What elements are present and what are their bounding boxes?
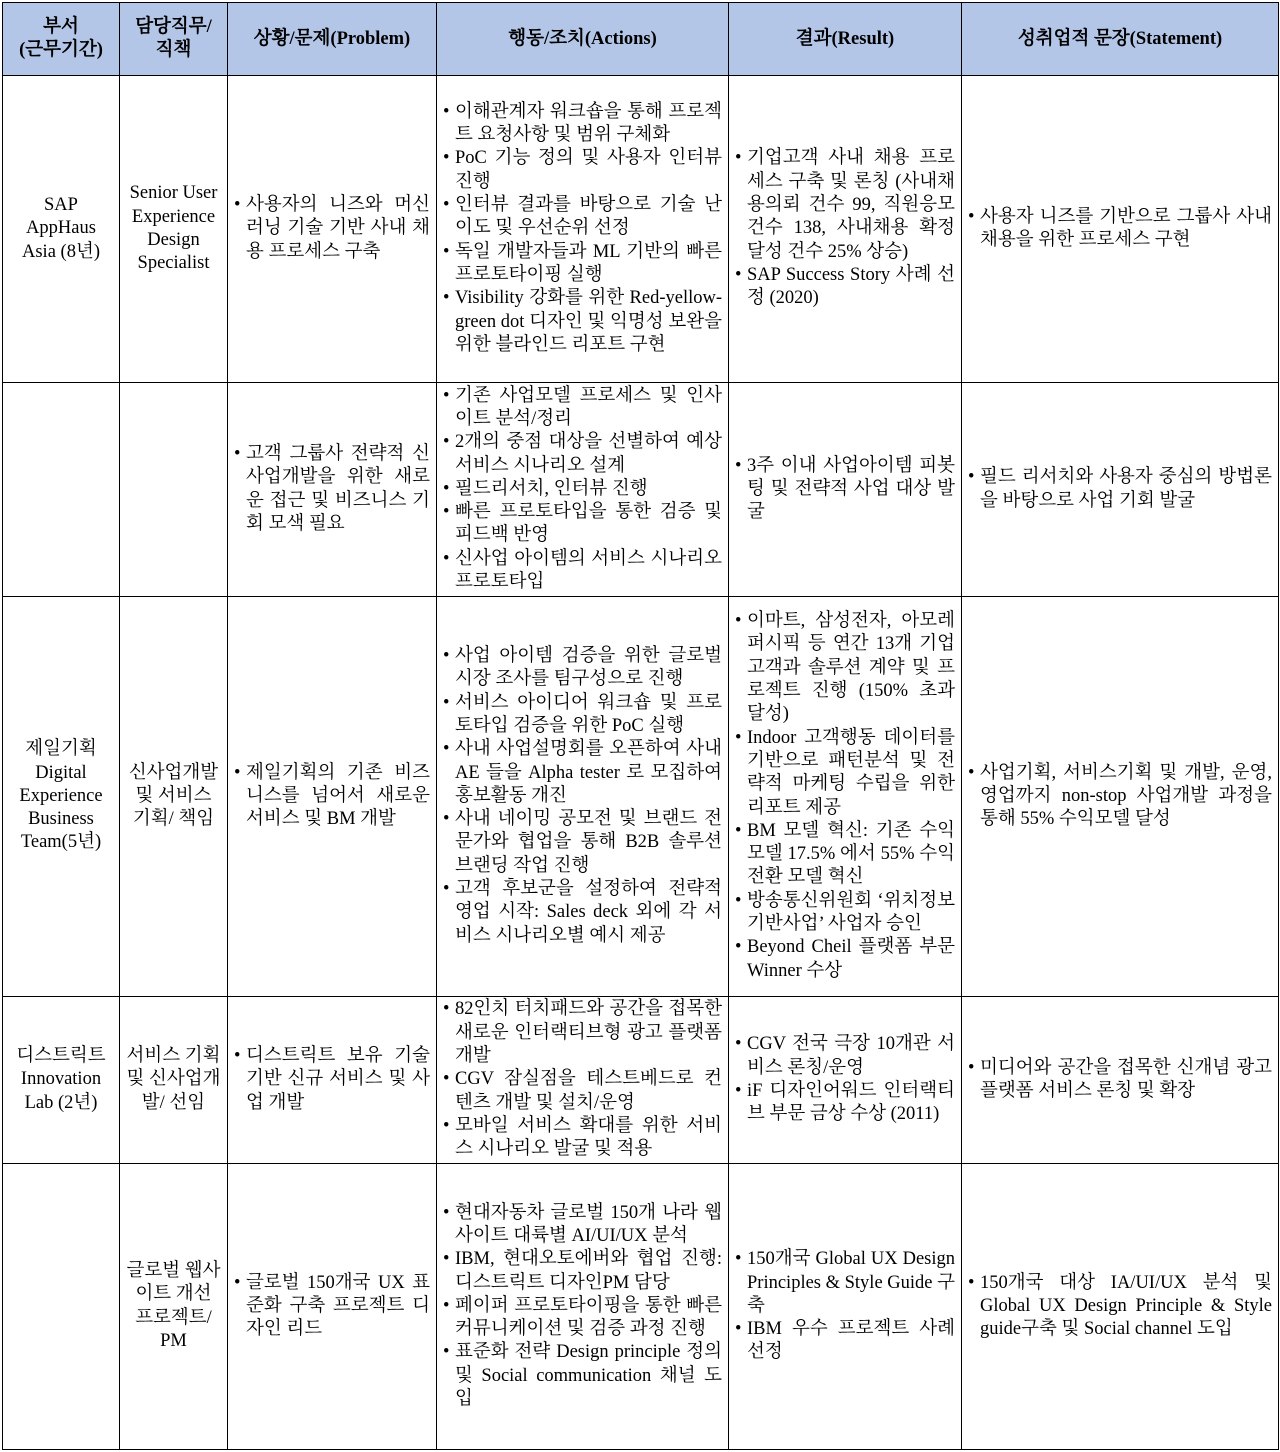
list-item: • 페이퍼 프로토타이핑을 통한 빠른 커뮤니케이션 및 검증 과정 진행	[443, 1295, 722, 1342]
actions-cell-list	[443, 645, 722, 948]
statement-cell-list	[968, 1057, 1272, 1104]
statement-cell-list	[968, 1272, 1272, 1342]
list-item: • 150개국 Global UX Design Principles & Style Guide 구축	[735, 1248, 955, 1318]
list-item: • 사내 네이밍 공모전 및 브랜드 전문가와 협업을 통해 B2B 솔루션 브랜딩 작업 진행	[443, 808, 722, 878]
list-item: • 필드리서치, 인터뷰 진행	[443, 478, 722, 501]
problem-cell-list	[234, 194, 430, 264]
list-item: • 서비스 아이디어 워크숍 및 프로토타입 검증을 위한 PoC 실행	[443, 692, 722, 739]
list-item: • 고객 그룹사 전략적 신사업개발을 위한 새로운 접근 및 비즈니스 기회 모색 필요	[234, 443, 430, 536]
problem-cell	[228, 1164, 437, 1450]
problem-cell	[228, 76, 437, 383]
list-item: • Beyond Cheil 플랫폼 부문 Winner 수상	[735, 936, 955, 983]
result-cell-list	[735, 147, 955, 310]
actions-cell	[437, 76, 729, 383]
role-cell: 신사업개발 및 서비스 기획/ 책임	[120, 597, 228, 997]
list-item: • Indoor 고객행동 데이터를 기반으로 패턴분석 및 전략적 마케팅 수립을 위한 리포트 제공	[735, 727, 955, 820]
result-cell	[729, 383, 962, 597]
role-cell: 글로벌 웹사이트 개선 프로젝트/ PM	[120, 1164, 228, 1450]
table-row	[3, 1164, 1279, 1450]
actions-cell-list	[443, 101, 722, 357]
list-item: • IBM, 현대오토에버와 협업 진행: 디스트릭트 디자인PM 담당	[443, 1248, 722, 1295]
list-item: • BM 모델 혁신: 기존 수익모델 17.5% 에서 55% 수익전환 모델 혁신	[735, 820, 955, 890]
result-cell-list	[735, 610, 955, 983]
table-row	[3, 383, 1279, 597]
dept-cell	[3, 383, 120, 597]
problem-cell-list	[234, 1272, 430, 1342]
list-item: • CGV 전국 극장 10개관 서비스 론칭/운영	[735, 1033, 955, 1080]
result-cell-list	[735, 455, 955, 525]
dept-cell	[3, 1164, 120, 1450]
dept-cell: 제일기획 Digital Experience Business Team(5년)	[3, 597, 120, 997]
list-item: • 신사업 아이템의 서비스 시나리오 프로토타입	[443, 548, 722, 595]
list-item: • iF 디자인어워드 인터랙티브 부문 금상 수상 (2011)	[735, 1080, 955, 1127]
list-item: • 인터뷰 결과를 바탕으로 기술 난이도 및 우선순위 선정	[443, 194, 722, 241]
list-item: • 사업기획, 서비스기획 및 개발, 운영, 영업까지 non-stop 사업개발 과정을 통해 55% 수익모델 달성	[968, 762, 1272, 832]
list-item: • 사내 사업설명회를 오픈하여 사내 AE 들을 Alpha tester 로 모집하여 홍보활동 개진	[443, 738, 722, 808]
list-item: • 글로벌 150개국 UX 표준화 구축 프로젝트 디자인 리드	[234, 1272, 430, 1342]
result-cell-list	[735, 1248, 955, 1364]
statement-cell-list	[968, 206, 1272, 253]
header-row	[3, 3, 1279, 76]
header-role: 담당직무/ 직책	[120, 3, 228, 76]
problem-cell-list	[234, 1045, 430, 1115]
dept-cell: 디스트릭트 Innovation Lab (2년)	[3, 997, 120, 1164]
role-cell: 서비스 기획 및 신사업개발/ 선임	[120, 997, 228, 1164]
actions-cell	[437, 597, 729, 997]
result-cell	[729, 1164, 962, 1450]
list-item: • 기존 사업모델 프로세스 및 인사이트 분석/정리	[443, 385, 722, 432]
statement-cell	[962, 997, 1279, 1164]
result-cell	[729, 76, 962, 383]
actions-cell-list	[443, 998, 722, 1161]
table-row	[3, 597, 1279, 997]
list-item: • 현대자동차 글로벌 150개 나라 웹사이트 대륙별 AI/UI/UX 분석	[443, 1202, 722, 1249]
list-item: • 필드 리서치와 사용자 중심의 방법론을 바탕으로 사업 기회 발굴	[968, 466, 1272, 513]
result-cell-list	[735, 1033, 955, 1126]
list-item: • 이해관계자 워크숍을 통해 프로젝트 요청사항 및 범위 구체화	[443, 101, 722, 148]
problem-cell	[228, 997, 437, 1164]
result-cell	[729, 997, 962, 1164]
list-item: • 사업 아이템 검증을 위한 글로벌 시장 조사를 팀구성으로 진행	[443, 645, 722, 692]
dept-cell: SAP AppHaus Asia (8년)	[3, 76, 120, 383]
role-cell	[120, 383, 228, 597]
statement-cell-list	[968, 466, 1272, 513]
table-row	[3, 997, 1279, 1164]
actions-cell-list	[443, 1202, 722, 1412]
list-item: • 고객 후보군을 설정하여 전략적 영업 시작: Sales deck 외에 각 서비스 시나리오별 예시 제공	[443, 878, 722, 948]
result-cell	[729, 597, 962, 997]
statement-cell	[962, 597, 1279, 997]
actions-cell	[437, 383, 729, 597]
header-actions: 행동/조치(Actions)	[437, 3, 729, 76]
list-item: • 모바일 서비스 확대를 위한 서비스 시나리오 발굴 및 적용	[443, 1115, 722, 1162]
achievement-table	[2, 2, 1279, 1450]
list-item: • 빠른 프로토타입을 통한 검증 및 피드백 반영	[443, 501, 722, 548]
actions-cell-list	[443, 385, 722, 595]
list-item: • CGV 잠실점을 테스트베드로 컨텐츠 개발 및 설치/운영	[443, 1068, 722, 1115]
statement-cell-list	[968, 762, 1272, 832]
actions-cell	[437, 997, 729, 1164]
list-item: • 2개의 중점 대상을 선별하여 예상 서비스 시나리오 설계	[443, 431, 722, 478]
list-item: • 사용자 니즈를 기반으로 그룹사 사내채용을 위한 프로세스 구현	[968, 206, 1272, 253]
statement-cell	[962, 383, 1279, 597]
problem-cell	[228, 383, 437, 597]
role-cell: Senior User Experience Design Specialist	[120, 76, 228, 383]
list-item: • 독일 개발자들과 ML 기반의 빠른 프로토타이핑 실행	[443, 241, 722, 288]
header-statement: 성취업적 문장(Statement)	[962, 3, 1279, 76]
list-item: • 150개국 대상 IA/UI/UX 분석 및 Global UX Design Principle & Style guide구축 및 Social channel 도입	[968, 1272, 1272, 1342]
list-item: • 디스트릭트 보유 기술기반 신규 서비스 및 사업 개발	[234, 1045, 430, 1115]
statement-cell	[962, 1164, 1279, 1450]
list-item: • SAP Success Story 사례 선정 (2020)	[735, 264, 955, 311]
list-item: • 방송통신위원회 ‘위치정보기반사업’ 사업자 승인	[735, 890, 955, 937]
problem-cell-list	[234, 443, 430, 536]
list-item: • 이마트, 삼성전자, 아모레퍼시픽 등 연간 13개 기업고객과 솔루션 계약 및 프로젝트 진행 (150% 초과 달성)	[735, 610, 955, 726]
header-result: 결과(Result)	[729, 3, 962, 76]
list-item: • 사용자의 니즈와 머신러닝 기술 기반 사내 채용 프로세스 구축	[234, 194, 430, 264]
list-item: • 미디어와 공간을 접목한 신개념 광고플랫폼 서비스 론칭 및 확장	[968, 1057, 1272, 1104]
statement-cell	[962, 76, 1279, 383]
problem-cell-list	[234, 762, 430, 832]
problem-cell	[228, 597, 437, 997]
header-problem: 상황/문제(Problem)	[228, 3, 437, 76]
list-item: • PoC 기능 정의 및 사용자 인터뷰 진행	[443, 147, 722, 194]
actions-cell	[437, 1164, 729, 1450]
list-item: • Visibility 강화를 위한 Red-yellow-green dot 디자인 및 익명성 보완을 위한 블라인드 리포트 구현	[443, 287, 722, 357]
list-item: • 기업고객 사내 채용 프로세스 구축 및 론칭 (사내채용의뢰 건수 99, 직원응모 건수 138, 사내채용 확정 달성 건수 25% 상승)	[735, 147, 955, 263]
header-dept: 부서 (근무기간)	[3, 3, 120, 76]
list-item: • 표준화 전략 Design principle 정의 및 Social communication 채널 도입	[443, 1341, 722, 1411]
list-item: • 82인치 터치패드와 공간을 접목한 새로운 인터랙티브형 광고 플랫폼 개발	[443, 998, 722, 1068]
list-item: • IBM 우수 프로젝트 사례 선정	[735, 1318, 955, 1365]
list-item: • 제일기획의 기존 비즈니스를 넘어서 새로운 서비스 및 BM 개발	[234, 762, 430, 832]
table-row	[3, 76, 1279, 383]
list-item: • 3주 이내 사업아이템 피봇팅 및 전략적 사업 대상 발굴	[735, 455, 955, 525]
